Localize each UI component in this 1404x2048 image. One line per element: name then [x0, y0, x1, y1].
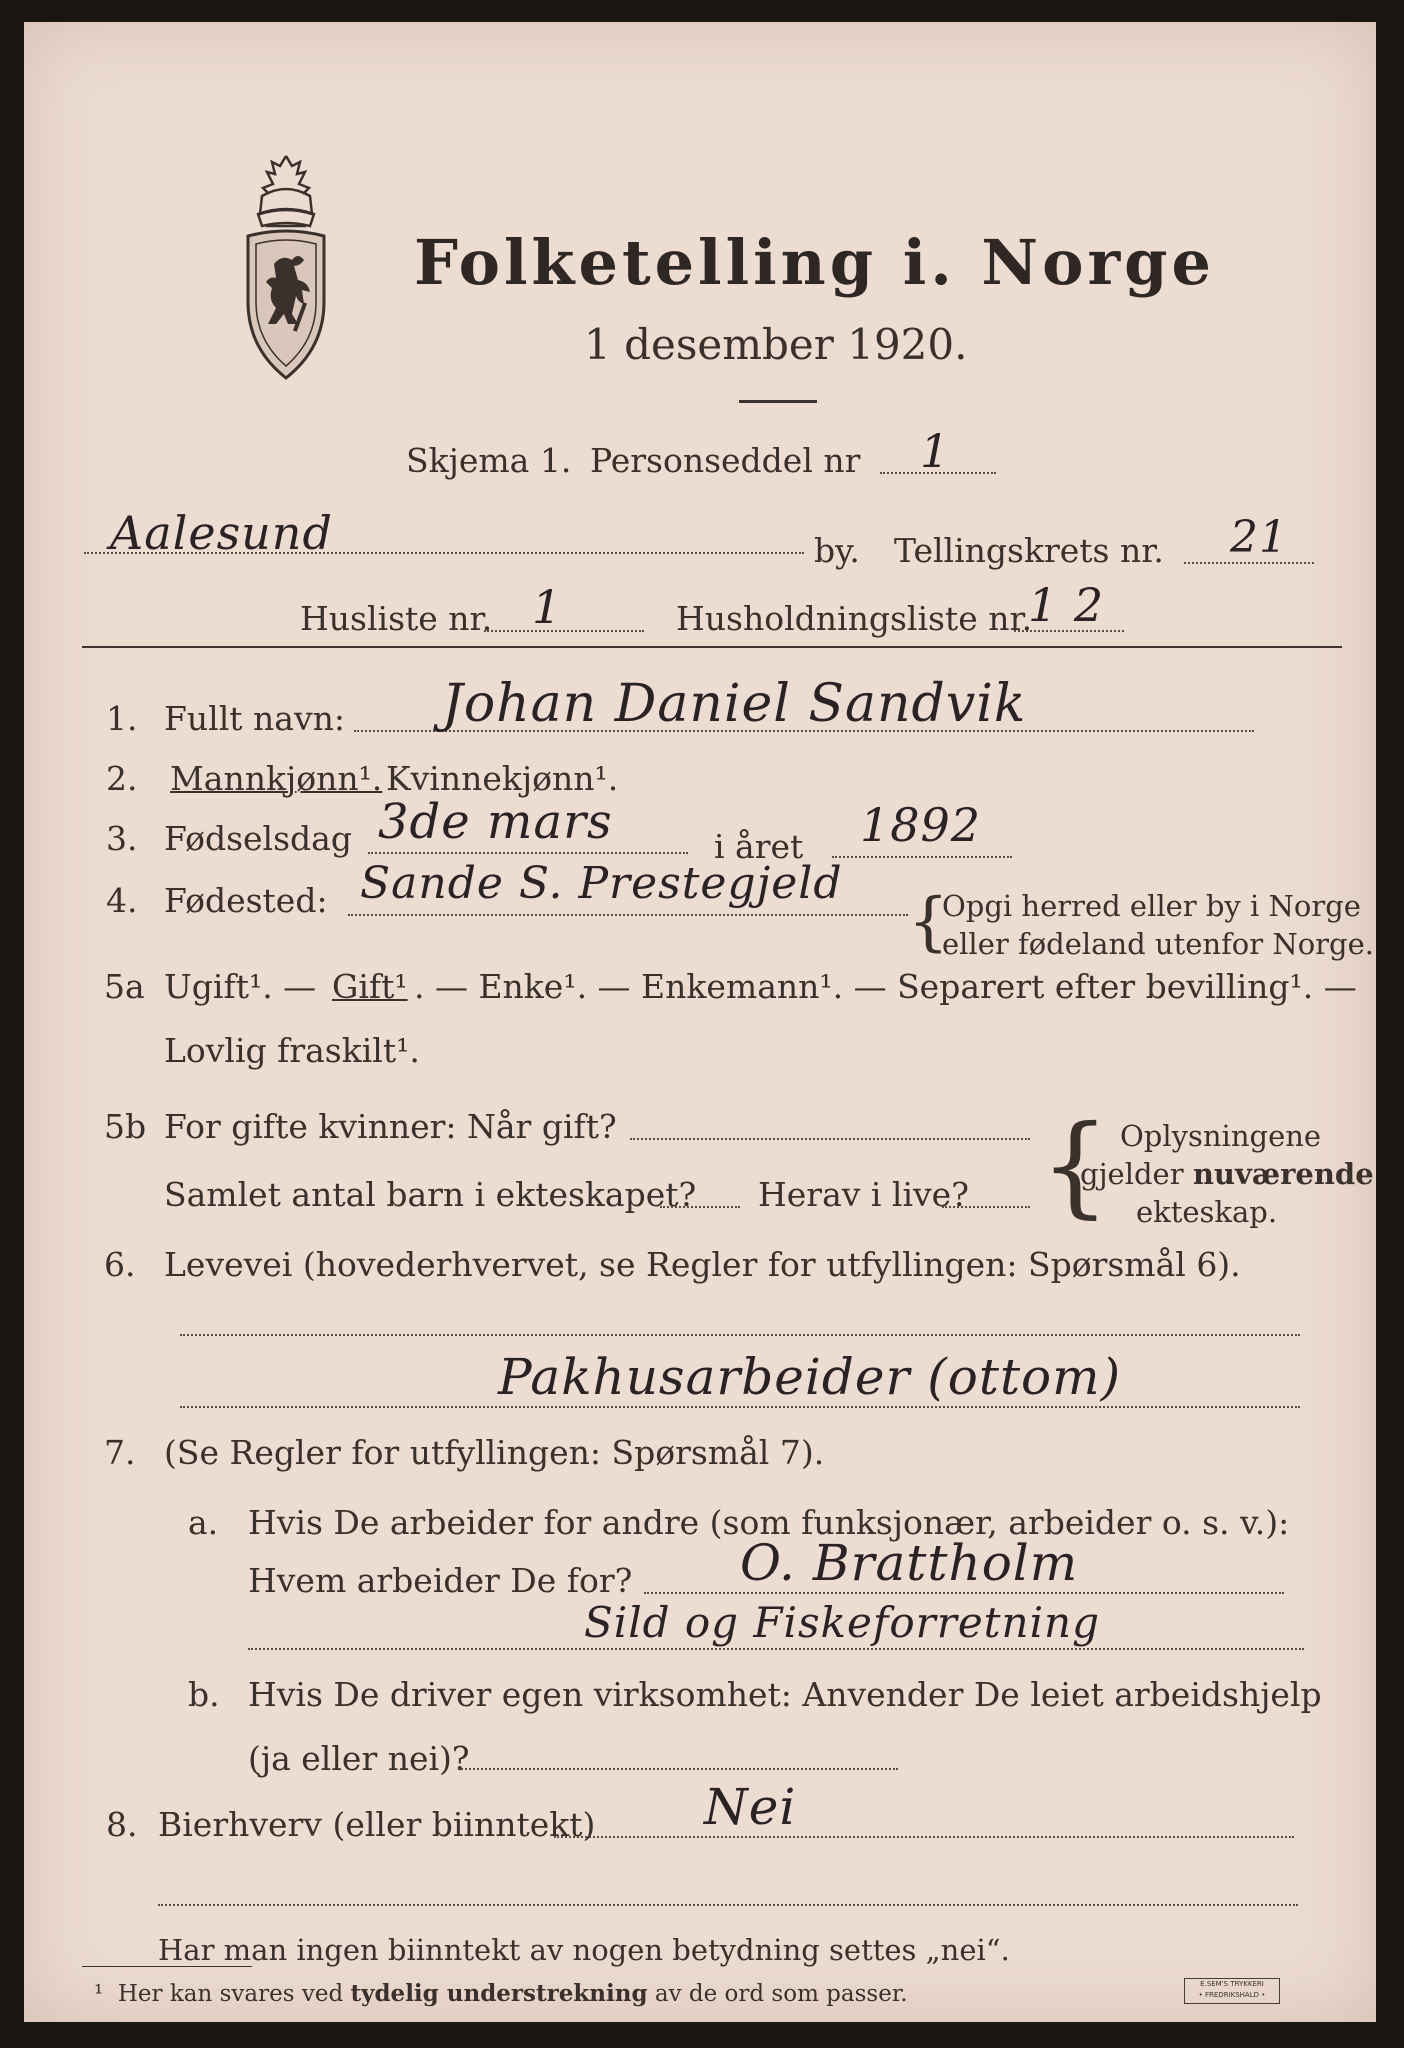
tellingskrets-label: Tellingskrets nr. — [894, 531, 1164, 570]
printer-stamp — [1184, 1978, 1280, 2004]
q6-line1 — [180, 1334, 1300, 1336]
q4-note-line1: Opgi herred eller by i Norge — [942, 889, 1361, 923]
personseddel-label: Personseddel nr — [590, 441, 861, 480]
q1-label: Fullt navn: — [164, 699, 345, 738]
q7b-question: (ja eller nei)? — [248, 1739, 470, 1778]
q6-label: Levevei (hovederhvervet, se Regler for utfyllingen: Spørsmål 6). — [164, 1245, 1241, 1284]
q6-line2 — [180, 1406, 1300, 1408]
q5a-other-options[interactable]: . — Enke¹. — Enkemann¹. — Separert efter bevilling¹. — — [414, 967, 1357, 1006]
tellingskrets-value[interactable]: 21 — [1230, 512, 1288, 563]
occupation-value[interactable]: Pakhusarbeider (ottom) — [498, 1348, 1122, 1406]
q4-note-line2: eller fødeland utenfor Norge. — [942, 927, 1374, 961]
q4-note-brace: { — [908, 885, 949, 959]
q3-year-line — [832, 856, 1012, 858]
by-label: by. — [814, 531, 860, 570]
q5b-number: 5b — [104, 1107, 147, 1146]
city-line — [84, 552, 804, 554]
q3-number: 3. — [106, 819, 138, 858]
footer-note: Har man ingen biinntekt av nogen betydning settes „nei“. — [158, 1933, 1010, 1967]
footnote-divider — [82, 1966, 252, 1967]
q5b-antal-barn: Samlet antal barn i ekteskapet? — [164, 1175, 697, 1214]
q5a-number: 5a — [104, 967, 145, 1006]
q4-number: 4. — [106, 881, 138, 920]
q5b-note-line1: Oplysningene — [1120, 1119, 1322, 1153]
personseddel-value[interactable]: 1 — [920, 424, 951, 478]
q5b-note-brace: { — [1040, 1101, 1110, 1229]
q8-line1 — [554, 1836, 1294, 1838]
secondary-income-value[interactable]: Nei — [704, 1778, 797, 1836]
printer-line1: E.SEM'S TRYKKERI — [1200, 1980, 1264, 1988]
q7a-question: Hvem arbeider De for? — [248, 1561, 633, 1600]
printer-line2: • FREDRIKSHALD • — [1198, 1991, 1266, 1999]
census-form-sheet — [24, 22, 1376, 2022]
q5a-gift[interactable]: Gift¹ — [332, 967, 408, 1006]
birth-day-value[interactable]: 3de mars — [378, 794, 613, 850]
full-name-value[interactable]: Johan Daniel Sandvik — [442, 674, 1027, 734]
q5b-nar-gift: For gifte kvinner: Når gift? — [164, 1107, 617, 1146]
employer-business-value[interactable]: Sild og Fiskeforretning — [584, 1598, 1100, 1647]
q3-label: Fødselsdag — [164, 819, 352, 858]
birth-year-value[interactable]: 1892 — [860, 798, 982, 852]
q5b-herav-i-live: Herav i live? — [758, 1175, 969, 1214]
q5b-note-line3: ekteskap. — [1136, 1195, 1278, 1229]
q4-line — [348, 914, 908, 916]
kvinnekjonn-option[interactable]: Kvinnekjønn¹. — [386, 759, 619, 798]
husliste-value[interactable]: 1 — [532, 580, 563, 634]
q8-label: Bierhverv (eller biinntekt) — [158, 1805, 596, 1844]
q7a-line1 — [644, 1592, 1284, 1594]
q7b-letter: b. — [188, 1675, 220, 1714]
city-value[interactable]: Aalesund — [110, 506, 333, 560]
q5b-nar-gift-line — [630, 1138, 1030, 1140]
husliste-label: Husliste nr. — [300, 599, 493, 638]
norwegian-coat-of-arms-icon — [238, 152, 334, 382]
q7-label: (Se Regler for utfyllingen: Spørsmål 7). — [164, 1433, 825, 1472]
q5a-ugift[interactable]: Ugift¹. — — [164, 967, 317, 1006]
husliste-line — [484, 630, 644, 632]
q8-number: 8. — [106, 1805, 138, 1844]
q2-number: 2. — [106, 759, 138, 798]
q5b-antal-barn-line — [660, 1206, 740, 1208]
q5b-herav-line — [942, 1206, 1030, 1208]
q3-day-line — [368, 852, 688, 854]
q6-number: 6. — [104, 1245, 136, 1284]
q5a-lovlig-fraskilt[interactable]: Lovlig fraskilt¹. — [164, 1031, 420, 1070]
husholdningsliste-value[interactable]: 1 2 — [1028, 578, 1105, 632]
q5b-note-line2: gjelder nuværende — [1080, 1157, 1374, 1191]
q7a-text: Hvis De arbeider for andre (som funksjonær, arbeider o. s. v.): — [248, 1503, 1290, 1542]
q7-number: 7. — [104, 1433, 136, 1472]
q7b-line — [458, 1768, 898, 1770]
q1-number: 1. — [106, 699, 138, 738]
q3-year-label: i året — [714, 827, 804, 866]
intro-divider — [82, 646, 1342, 648]
form-title: Folketelling i. Norge — [414, 226, 1215, 299]
q7a-line2 — [248, 1648, 1304, 1650]
footnote: ¹ Her kan svares ved tydelig understrekning av de ord som passer. — [94, 1980, 908, 2007]
q7b-text: Hvis De driver egen virksomhet: Anvender De leiet arbeidshjelp — [248, 1675, 1322, 1714]
title-divider — [739, 400, 817, 403]
husholdningsliste-label: Husholdningsliste nr. — [676, 599, 1033, 638]
q4-label: Fødested: — [164, 881, 328, 920]
birthplace-value[interactable]: Sande S. Prestegjeld — [360, 858, 843, 909]
skjema-label: Skjema 1. — [406, 441, 572, 480]
employer-value[interactable]: O. Brattholm — [740, 1534, 1079, 1592]
census-date: 1 desember 1920. — [584, 320, 968, 369]
mannkjonn-option[interactable]: Mannkjønn¹. — [170, 759, 383, 798]
q8-line2 — [158, 1904, 1298, 1906]
q7a-letter: a. — [188, 1503, 219, 1542]
